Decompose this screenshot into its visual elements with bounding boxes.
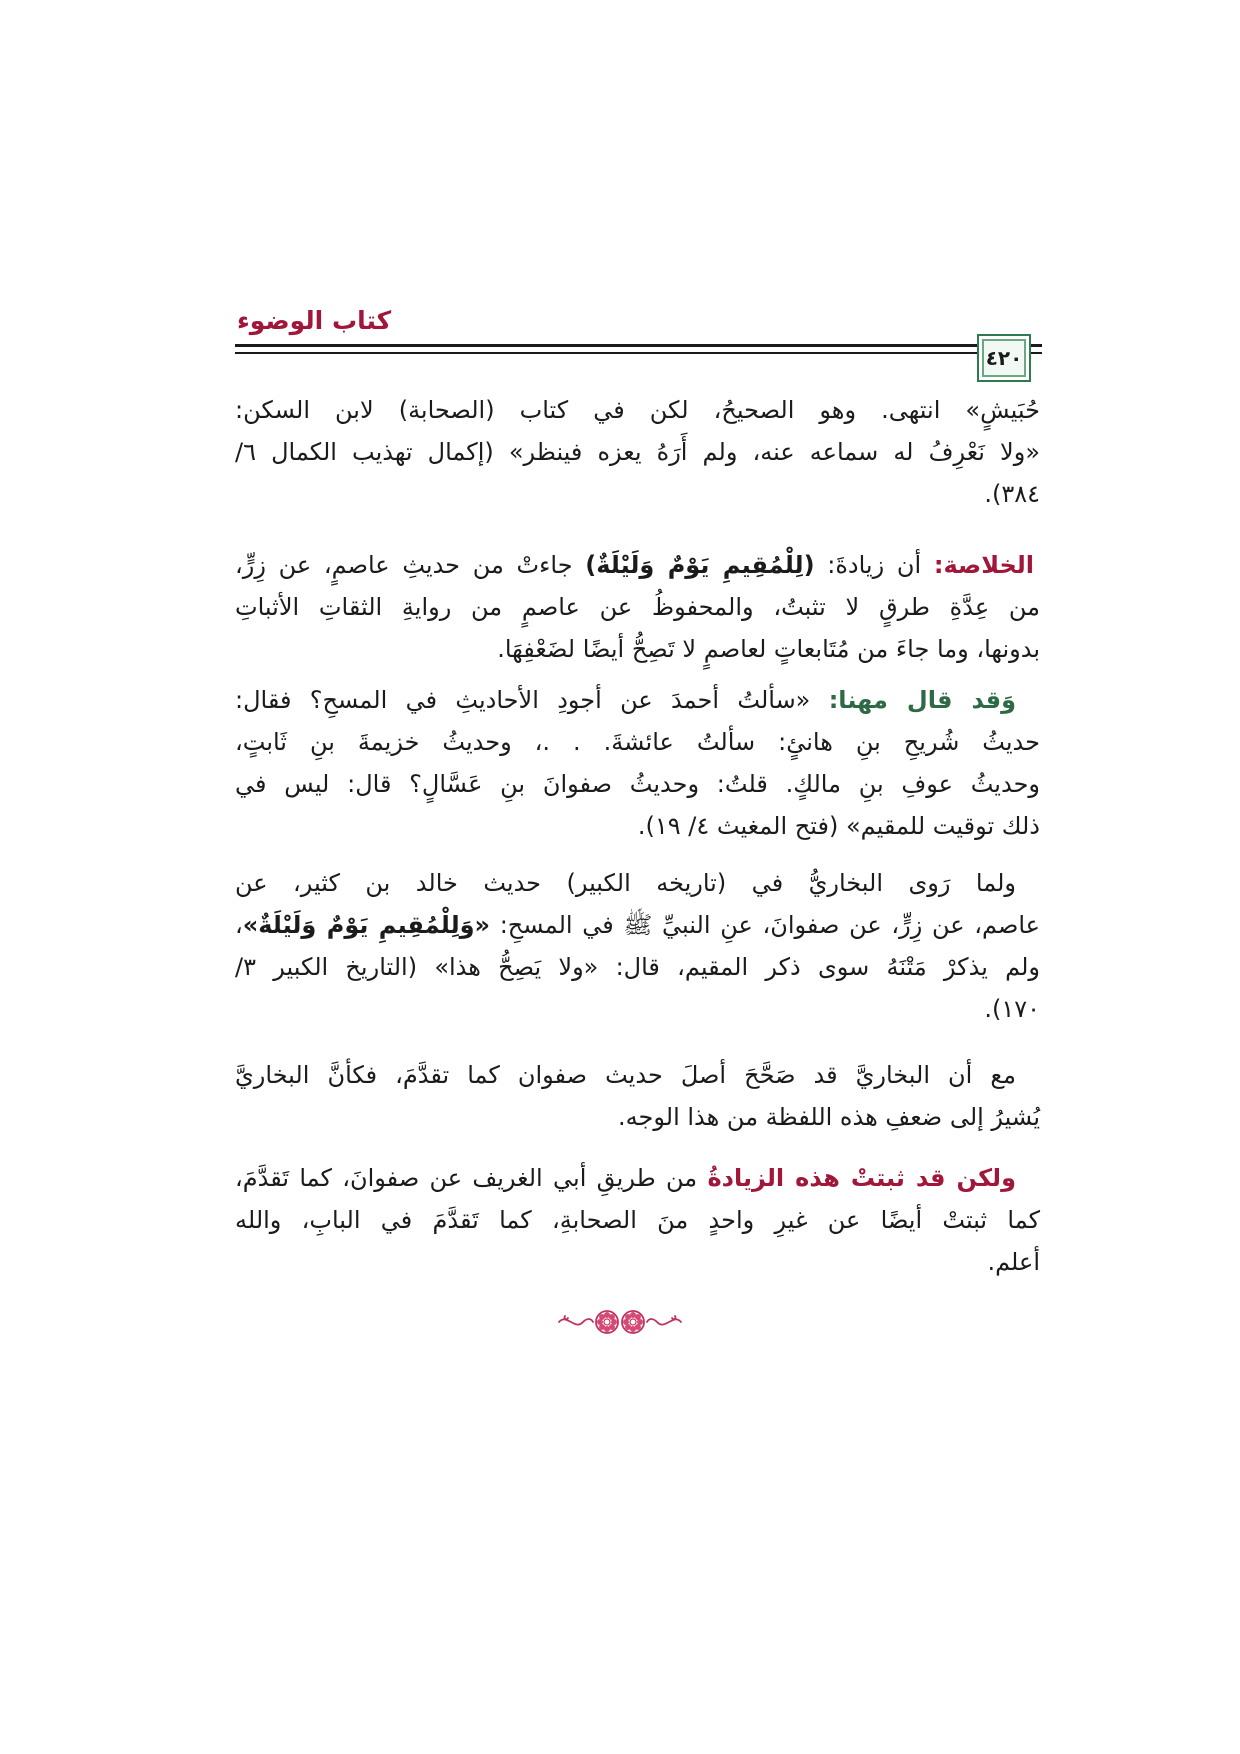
quote-label: وَقد قال مهنا: bbox=[828, 686, 1016, 714]
paragraph bbox=[235, 679, 1040, 847]
paragraph-line: وحديثُ عوفِ بنِ مالكٍ. قلتُ: وحديثُ صفوانَ بنِ عَسَّالٍ؟ قال: ليس في bbox=[235, 770, 1040, 798]
paragraph-line: بدونها، وما جاءَ من مُتَابعاتٍ لعاصمٍ لا تَصِحُّ أيضًا لضَعْفِهَا. bbox=[497, 635, 1040, 663]
paragraph-line: مع أن البخاريَّ قد صَحَّحَ أصلَ حديث صفوان كما تقدَّمَ، فكأنَّ البخاريَّ bbox=[235, 1061, 1016, 1089]
header-double-rule-end bbox=[1031, 344, 1042, 354]
paragraph-line: ولم يذكرْ مَتْنَهُ سوى ذكر المقيم، قال: «ولا يَصِحُّ هذا» (التاريخ الكبير ٣/ bbox=[235, 953, 1040, 981]
line-text: أن زيادةَ: bbox=[827, 551, 922, 579]
header-double-rule bbox=[235, 344, 977, 354]
section-title: كتاب الوضوء bbox=[237, 306, 392, 335]
paragraph-line bbox=[235, 679, 1040, 721]
conclusion-label: ولكن قد ثبتتْ هذه الزيادةُ bbox=[707, 1164, 1016, 1192]
emphasized-phrase: (لِلْمُقِيمِ يَوْمٌ وَلَيْلَةٌ) bbox=[585, 551, 815, 579]
line-text: «سألتُ أحمدَ عن أجودِ الأحاديثِ في المسحِ؟ فقال: bbox=[235, 686, 811, 714]
page-number-frame-icon bbox=[977, 334, 1031, 382]
paragraph-line: ٣٨٤). bbox=[984, 480, 1040, 508]
paragraph-line: يُشيرُ إلى ضعفِ هذه اللفظة من هذا الوجه. bbox=[618, 1103, 1040, 1131]
line-text: من طريقِ أبي الغريف عن صفوانَ، كما تَقدَّمَ، bbox=[235, 1164, 698, 1192]
line-text: عاصم، عن زِرٍّ، عن صفوانَ، عنِ النبيِّ ﷺ في المسحِ: bbox=[499, 911, 1040, 939]
paragraph-line bbox=[235, 544, 1040, 586]
paragraph-line: ١٧٠). bbox=[984, 995, 1040, 1023]
line-text: ، bbox=[235, 911, 243, 939]
page-number: ٤٢٠ bbox=[985, 346, 1023, 370]
emphasized-phrase: «وَلِلْمُقِيمِ يَوْمٌ وَلَيْلَةٌ» bbox=[242, 911, 491, 939]
paragraph-line: ذلك توقيت للمقيم» (فتح المغيث ٤/ ١٩). bbox=[637, 812, 1040, 840]
paragraph-line: «ولا نَعْرِفُ له سماعه عنه، ولم أَرَهُ يعزه فينظر» (إكمال تهذيب الكمال ٦/ bbox=[235, 438, 1040, 466]
paragraph-line: ولما رَوى البخاريُّ في (تاريخه الكبير) حديث خالد بن كثير، عن bbox=[235, 869, 1016, 897]
summary-label: الخلاصة: bbox=[933, 551, 1034, 579]
paragraph bbox=[235, 1054, 1040, 1138]
end-ornament-icon bbox=[555, 1306, 685, 1338]
paragraph bbox=[235, 862, 1040, 1030]
paragraph-line: من عِدَّةِ طرقٍ لا تثبتُ، والمحفوظُ عن عاصمٍ من روايةِ الثقاتِ الأثباتِ bbox=[235, 593, 1040, 621]
paragraph-line bbox=[235, 904, 1040, 946]
paragraph-line bbox=[235, 1157, 1040, 1199]
summary-paragraph bbox=[235, 544, 1040, 670]
paragraph-line: أعلم. bbox=[987, 1248, 1040, 1276]
paragraph bbox=[235, 1157, 1040, 1283]
paragraph-line: حديثُ شُريحِ بنِ هانئٍ: سألتُ عائشةَ. . .، وحديثُ خزيمةَ بنِ ثَابتٍ، bbox=[235, 728, 1040, 756]
paragraph bbox=[235, 389, 1040, 515]
paragraph-line: حُبَيشٍ» انتهى. وهو الصحيحُ، لكن في كتاب (الصحابة) لابن السكن: bbox=[235, 396, 1040, 424]
line-text: جاءتْ من حديثِ عاصمٍ، عن زِرٍّ، bbox=[235, 551, 573, 579]
paragraph-line: كما ثبتتْ أيضًا عن غيرِ واحدٍ منَ الصحابةِ، كما تَقدَّمَ في البابِ، والله bbox=[235, 1206, 1040, 1234]
